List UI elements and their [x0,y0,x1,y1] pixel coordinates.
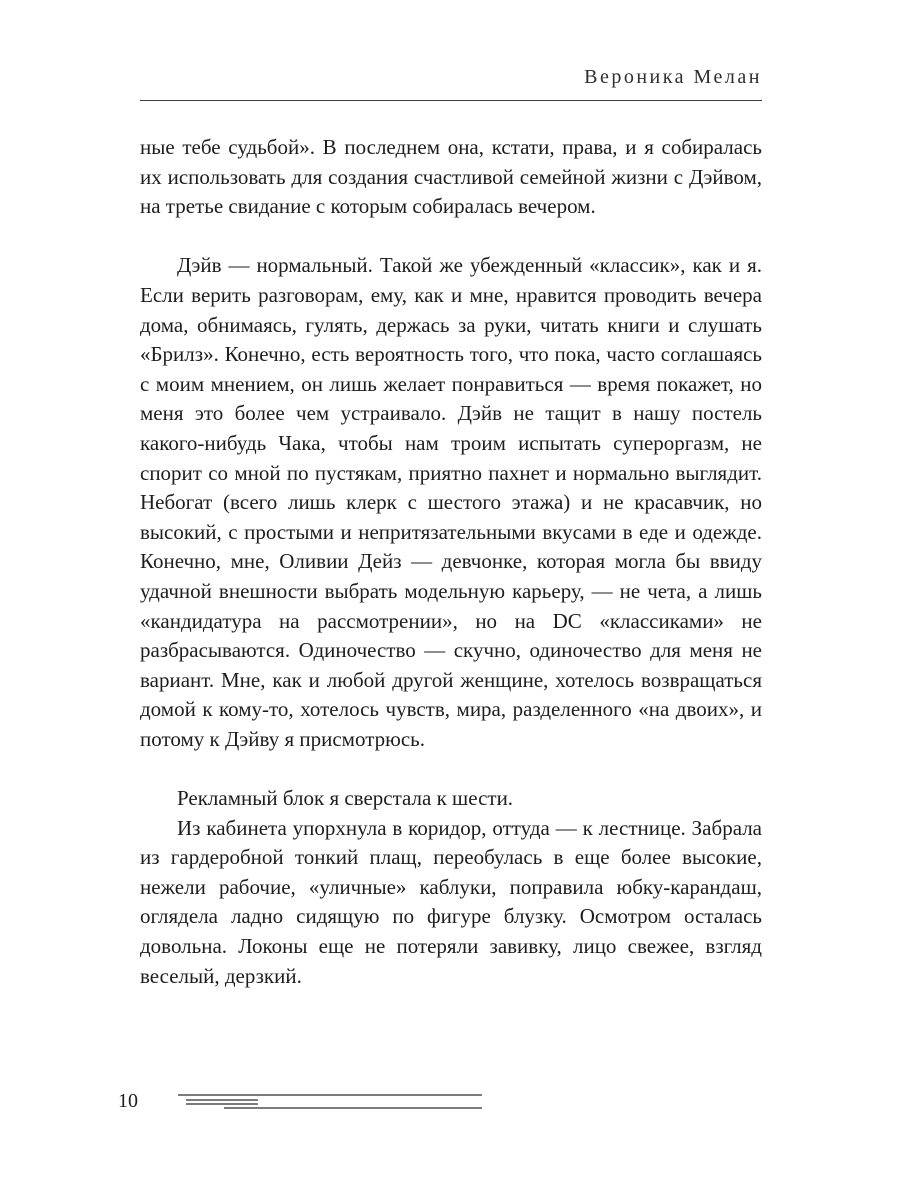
paragraph: Из кабинета упорхнула в коридор, оттуда — к лестнице. Забрала из гардеробной тонкий плащ, переобулась в еще более высокие, нежели рабочие, «уличные» каблуки, поправила юбку-карандаш, оглядела ладно сидящую по фигуре блузку. Осмотром осталась довольна. Локоны еще не потеряли завивку, лицо свежее, взгляд веселый, дерзкий. [140,815,762,988]
paragraph: Дэйв — нормальный. Такой же убежденный «классик», как и я. Если верить разговорам, ему, как и мне, нравится проводить вечера дома, обнимаясь, гулять, держась за руки, читать книги и слушать «Брилз». Конечно, есть вероятность того, что пока, часто соглашаясь с моим мнением, он лишь желает понравиться — время покажет, но меня это более чем устраивало. Дэйв не тащит в нашу постель какого-нибудь Чака, чтобы нам троим испытать супероргазм, не спорит со мной по пустякам, приятно пахнет и нормально выглядит. Небогат (всего лишь клерк с шестого этажа) и не красавчик, но высокий, с простыми и непритязательными вкусами в еде и одежде. Конечно, мне, Оливии Дейз — девчонке, которая могла бы ввиду удачной внешности выбрать модельную карьеру, — не чета, а лишь «кандидатура на рассмотрении», но на DC «классиками» не разбрасываются. Одиночество — скучно, одиночество для меня не вариант. Мне, как и любой другой женщине, хотелось возвращаться домой к кому-то, хотелось чувств, мира, разделенного «на двоих», и потому к Дэйву я присмотрюсь. [140,253,762,751]
page-footer [118,1086,496,1116]
page-number: 10 [118,1089,138,1112]
paragraph-continuation: ные тебе судьбой». В последнем она, кстати, права, и я собиралась их использовать для создания счастливой семейной жизни с Дэйвом, на третье свидание с которым собиралась вечером. [140,135,762,219]
footer-ornament-lines-icon [176,1091,496,1111]
running-header-author: Вероника Мелан [584,66,762,88]
header-rule [140,100,762,101]
page-text [140,133,762,991]
paragraph: Рекламный блок я сверстала к шести. [177,786,514,811]
